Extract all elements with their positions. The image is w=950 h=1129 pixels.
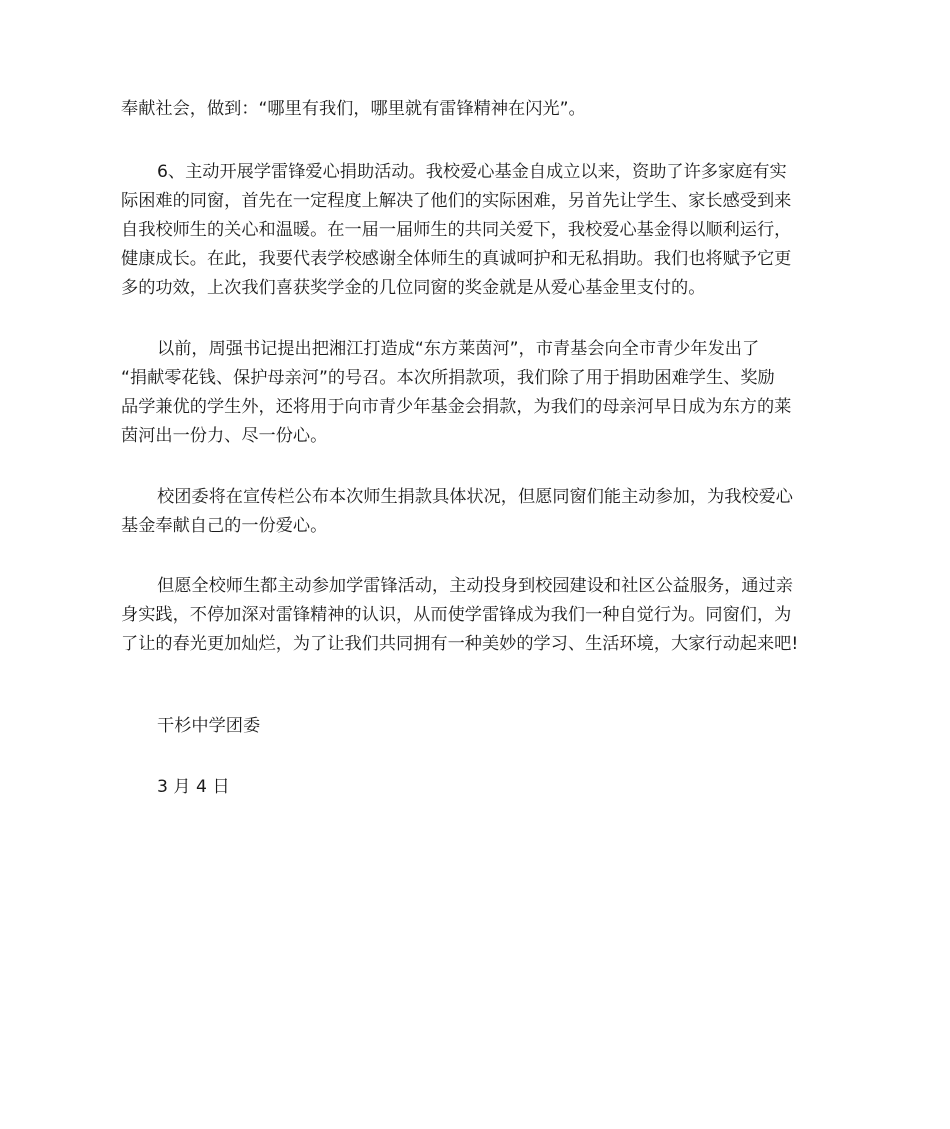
paragraph-4 — [121, 483, 833, 541]
paragraph-line: 身实践，不停加深对雷锋精神的认识，从而使学雷锋成为我们一种自觉行为。同窗们，为 — [121, 605, 792, 625]
paragraph-1 — [121, 95, 833, 124]
paragraph-line: 基金奉献自己的一份爱心。 — [121, 516, 328, 536]
paragraph-2 — [121, 158, 833, 303]
paragraph-line: 了让的春光更加灿烂，为了让我们共同拥有一种美妙的学习、生活环境，大家行动起来吧! — [121, 634, 799, 654]
paragraph-5 — [121, 572, 833, 659]
paragraph-line: 校团委将在宣传栏公布本次师生捐款具体状况，但愿同窗们能主动参加，为我校爱心 — [157, 487, 793, 507]
paragraph-line: 茵河出一份力、尽一份心。 — [121, 426, 328, 446]
paragraph-line: 品学兼优的学生外，还将用于向市青少年基金会捐款，为我们的母亲河早日成为东方的莱 — [121, 397, 792, 417]
paragraph-line: 奉献社会，做到：“哪里有我们，哪里就有雷锋精神在闪光”。 — [121, 99, 586, 119]
paragraph-line: 但愿全校师生都主动参加学雷锋活动，主动投身到校园建设和社区公益服务，通过亲 — [157, 576, 793, 596]
paragraph-3 — [121, 335, 833, 451]
paragraph-line: 自我校师生的关心和温暖。在一届一届师生的共同关爱下，我校爱心基金得以顺利运行， — [121, 220, 792, 240]
paragraph-line: 际困难的同窗，首先在一定程度上解决了他们的实际困难，另首先让学生、家长感受到来 — [121, 191, 792, 211]
paragraph-line: “捐献零花钱、保护母亲河”的号召。本次所捐款项，我们除了用于捐助困难学生、奖励 — [121, 368, 775, 388]
paragraph-line: 6、主动开展学雷锋爱心捐助活动。我校爱心基金自成立以来，资助了许多家庭有实 — [157, 162, 787, 182]
signature-date: 3 月 4 日 — [157, 777, 230, 797]
signature-organization: 干杉中学团委 — [157, 716, 261, 736]
paragraph-line: 健康成长。在此，我要代表学校感谢全体师生的真诚呵护和无私捐助。我们也将赋予它更 — [121, 249, 792, 269]
paragraph-line: 以前，周强书记提出把湘江打造成“东方莱茵河”，市青基会向全市青少年发出了 — [157, 339, 760, 359]
paragraph-line: 多的功效，上次我们喜获奖学金的几位同窗的奖金就是从爱心基金里支付的。 — [121, 278, 706, 298]
